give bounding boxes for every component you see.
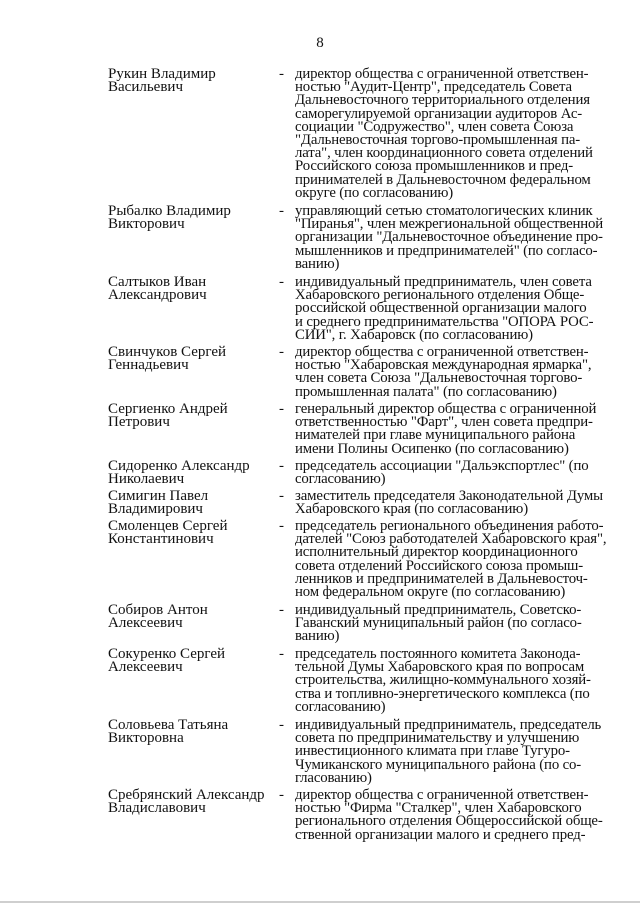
person-description: директор общества с ограниченной ответствен- ностью "Аудит-Центр", председатель Совета Дальневосточного территориального отделения саморегулируемой организации аудиторов Ас- социации "Содружество", член совета Союза "Дальневосточная торгово-промышленная па- лата", член координационного совета отделений Российского союза промышленников и пред- принимателей в Дальневосточном федеральном округе (по согласованию): [295, 66, 593, 201]
person-name: Салтыков Иван Александрович: [108, 274, 207, 304]
entry-dash: -: [279, 646, 284, 662]
person-description: индивидуальный предприниматель, Советско- Гаванский муниципальный район (по согласо- ванию): [295, 602, 582, 645]
person-name: Сребрянский Александр Владиславович: [108, 787, 265, 817]
page-bottom-divider: [0, 901, 640, 903]
person-description: заместитель председателя Законодательной Думы Хабаровского края (по согласованию): [295, 488, 603, 518]
entry-dash: -: [279, 602, 284, 618]
entry-dash: -: [279, 488, 284, 504]
person-description: председатель ассоциации "Дальэкспортлес" (по согласованию): [295, 458, 589, 488]
person-name: Сидоренко Александр Николаевич: [108, 458, 250, 488]
person-name: Соловьева Татьяна Викторовна: [108, 717, 229, 747]
person-name: Рыбалко Владимир Викторович: [108, 203, 231, 233]
page-number: 8: [316, 35, 324, 51]
entry-dash: -: [279, 203, 284, 219]
person-description: индивидуальный предприниматель, член совета Хабаровского регионального отделения Обще- российской общественной организации малого и среднего предпринимательства "ОПОРА РОС- СИИ", г. Хабаровск (по согласованию): [295, 274, 594, 343]
person-description: председатель регионального объединения работо- дателей "Союз работодателей Хабаровского края", исполнительный директор координационного совета отделений Российского союза промыш- ленников и предпринимателей в Дальневосточ- ном федеральном округе (по согласованию): [295, 518, 607, 601]
person-name: Рукин Владимир Васильевич: [108, 66, 216, 96]
person-description: директор общества с ограниченной ответствен- ностью "Фирма "Сталкер", член Хабаровского регионального отделения Общероссийской обще- ственной организации малого и среднего пред-: [295, 787, 603, 843]
person-description: управляющий сетью стоматологических клиник "Пиранья", член межрегиональной общественной организации "Дальневосточное объединение про- мышленников и предпринимателей" (по согласо- ванию): [295, 203, 604, 272]
person-name: Смоленцев Сергей Константинович: [108, 518, 228, 548]
entry-dash: -: [279, 787, 284, 803]
person-description: генеральный директор общества с ограниченной ответственностью "Фарт", член совета предпри- нимателей при главе муниципального района имени Полины Осипенко (по согласованию): [295, 401, 597, 457]
person-name: Сокуренко Сергей Алексеевич: [108, 646, 226, 676]
entry-dash: -: [279, 458, 284, 474]
person-name: Симигин Павел Владимирович: [108, 488, 209, 518]
person-name: Собиров Антон Алексеевич: [108, 602, 208, 632]
person-description: индивидуальный предприниматель, председатель совета по предпринимательству и улучшению инвестиционного климата при главе Тугуро- Чумиканского муниципального района (по со- гласованию): [295, 717, 602, 786]
person-name: Свинчуков Сергей Геннадьевич: [108, 344, 227, 374]
entry-dash: -: [279, 717, 284, 733]
person-name: Сергиенко Андрей Петрович: [108, 401, 228, 431]
entry-dash: -: [279, 518, 284, 534]
person-description: директор общества с ограниченной ответствен- ностью "Хабаровская международная ярмарка", член совета Союза "Дальневосточная торгово- промышленная палата" (по согласованию): [295, 344, 592, 400]
entry-dash: -: [279, 66, 284, 82]
person-description: председатель постоянного комитета Законода- тельной Думы Хабаровского края по вопросам строительства, жилищно-коммунального хозяй- ства и топливно-энергетического комплекса (по согласованию): [295, 646, 591, 715]
entry-dash: -: [279, 401, 284, 417]
entry-dash: -: [279, 274, 284, 290]
entry-dash: -: [279, 344, 284, 360]
